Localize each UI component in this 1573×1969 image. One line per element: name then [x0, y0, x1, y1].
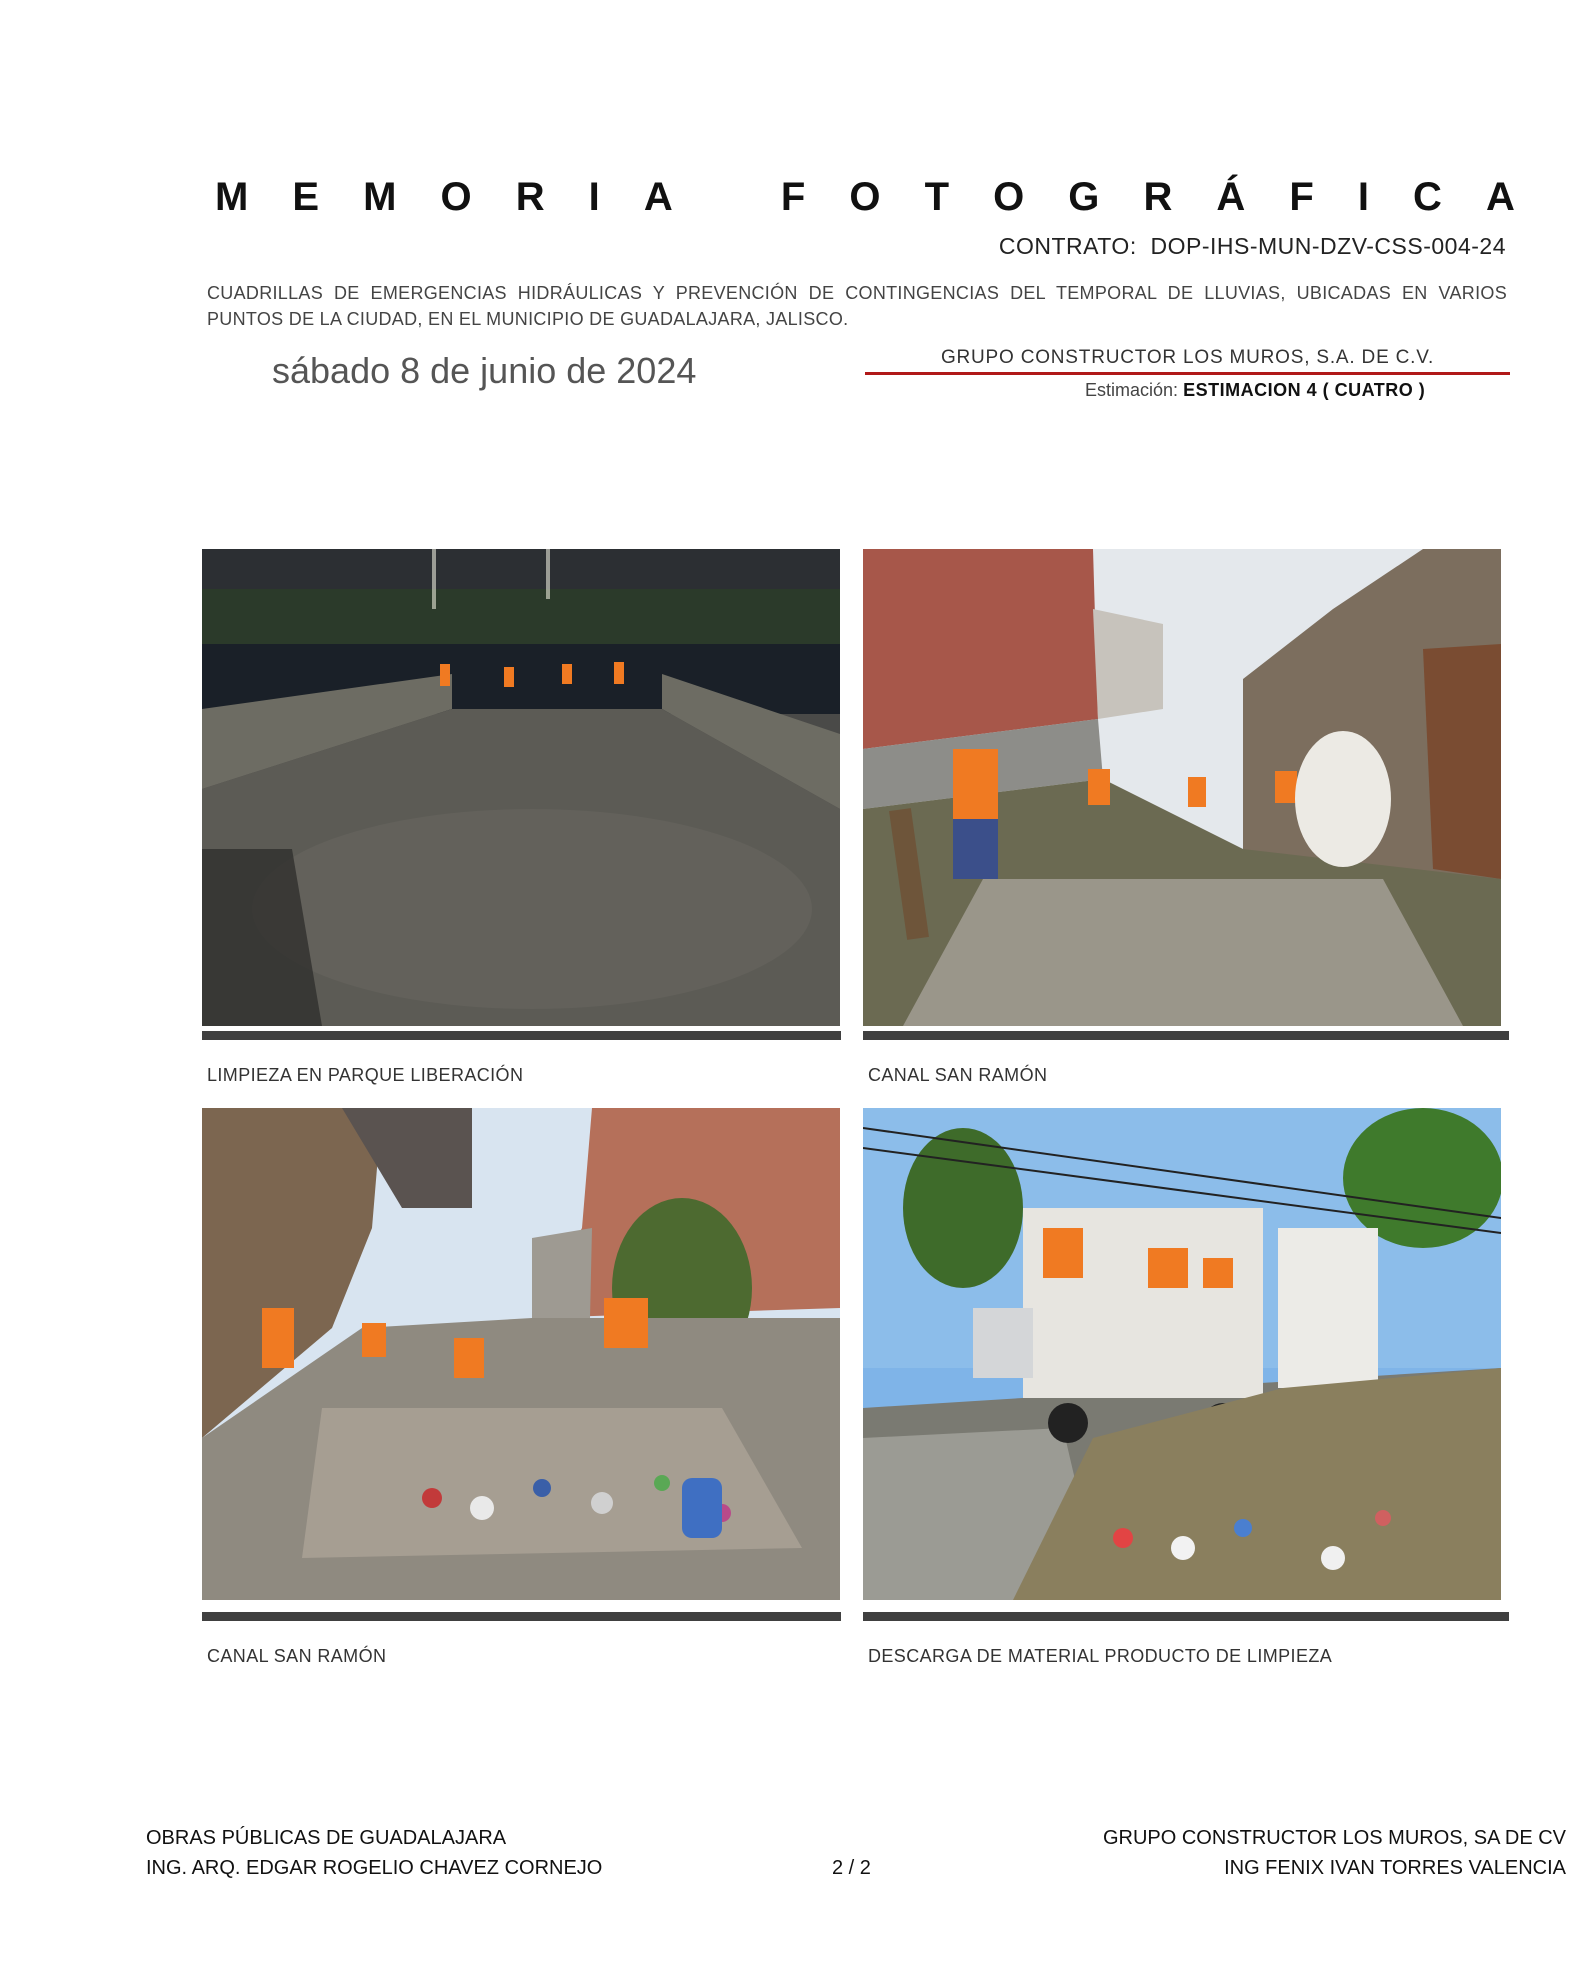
title-letter: O	[849, 175, 881, 219]
photo-canal-san-ramon-1	[863, 549, 1501, 1026]
title-letter: I	[1357, 175, 1369, 219]
title-letter: Á	[1216, 175, 1246, 219]
title-letter: C	[1413, 175, 1442, 219]
photo-caption: CANAL SAN RAMÓN	[207, 1646, 387, 1666]
photo-caption: DESCARGA DE MATERIAL PRODUCTO DE LIMPIEZA	[868, 1646, 1333, 1666]
title-letter: R	[515, 175, 545, 219]
photo-divider-bar	[863, 1612, 1509, 1621]
estimation-label: Estimación:	[1085, 380, 1179, 400]
photo-caption: CANAL SAN RAMÓN	[868, 1065, 1048, 1085]
estimation-line	[1085, 380, 1425, 401]
footer-right-line1: GRUPO CONSTRUCTOR LOS MUROS, SA DE CV	[1102, 1827, 1566, 1849]
title-letter: G	[1068, 175, 1100, 219]
title-letter: T	[924, 175, 949, 219]
footer-left-line2: ING. ARQ. EDGAR ROGELIO CHAVEZ CORNEJO	[146, 1857, 603, 1879]
title-letter: E	[292, 175, 320, 219]
page-title	[215, 175, 1515, 220]
photo-parque-liberacion	[202, 549, 840, 1026]
title-letter: F	[780, 175, 806, 219]
report-date: sábado 8 de junio de 2024	[272, 350, 697, 391]
company-name: GRUPO CONSTRUCTOR LOS MUROS, S.A. DE C.V.	[940, 347, 1435, 368]
title-letter: O	[440, 175, 472, 219]
photo-descarga-material	[863, 1108, 1501, 1600]
photo-caption: LIMPIEZA EN PARQUE LIBERACIÓN	[207, 1065, 524, 1085]
footer-left	[146, 1823, 602, 1883]
title-letter: O	[993, 175, 1025, 219]
title-letter: R	[1143, 175, 1173, 219]
photo-divider-bar	[863, 1031, 1509, 1040]
title-letter: M	[215, 175, 249, 219]
company-underline	[865, 372, 1510, 375]
title-letter: A	[643, 175, 673, 219]
estimation-value: ESTIMACION 4 ( CUATRO )	[1183, 380, 1426, 400]
page-number: 2 / 2	[832, 1857, 871, 1879]
title-letter: F	[1289, 175, 1314, 219]
photo-divider-bar	[202, 1612, 841, 1621]
title-letter: I	[588, 175, 600, 219]
title-letter: M	[363, 175, 397, 219]
contract-line	[999, 233, 1506, 260]
title-letter: A	[1485, 175, 1515, 219]
footer-left-line1: OBRAS PÚBLICAS DE GUADALAJARA	[146, 1827, 507, 1849]
footer-right-line2: ING FENIX IVAN TORRES VALENCIA	[1224, 1857, 1566, 1879]
footer-right	[1103, 1823, 1566, 1883]
contract-label: CONTRATO:	[998, 233, 1137, 259]
contract-number: DOP-IHS-MUN-DZV-CSS-004-24	[1150, 233, 1506, 259]
photo-canal-san-ramon-2	[202, 1108, 840, 1600]
project-description: CUADRILLAS DE EMERGENCIAS HIDRÁULICAS Y PREVENCIÓN DE CONTINGENCIAS DEL TEMPORAL DE LLUVIAS, UBICADAS EN VARIOS PUNTOS DE LA CIUDAD, EN EL MUNICIPIO DE GUADALAJARA, JALISCO.	[207, 283, 1507, 329]
photo-divider-bar	[202, 1031, 841, 1040]
